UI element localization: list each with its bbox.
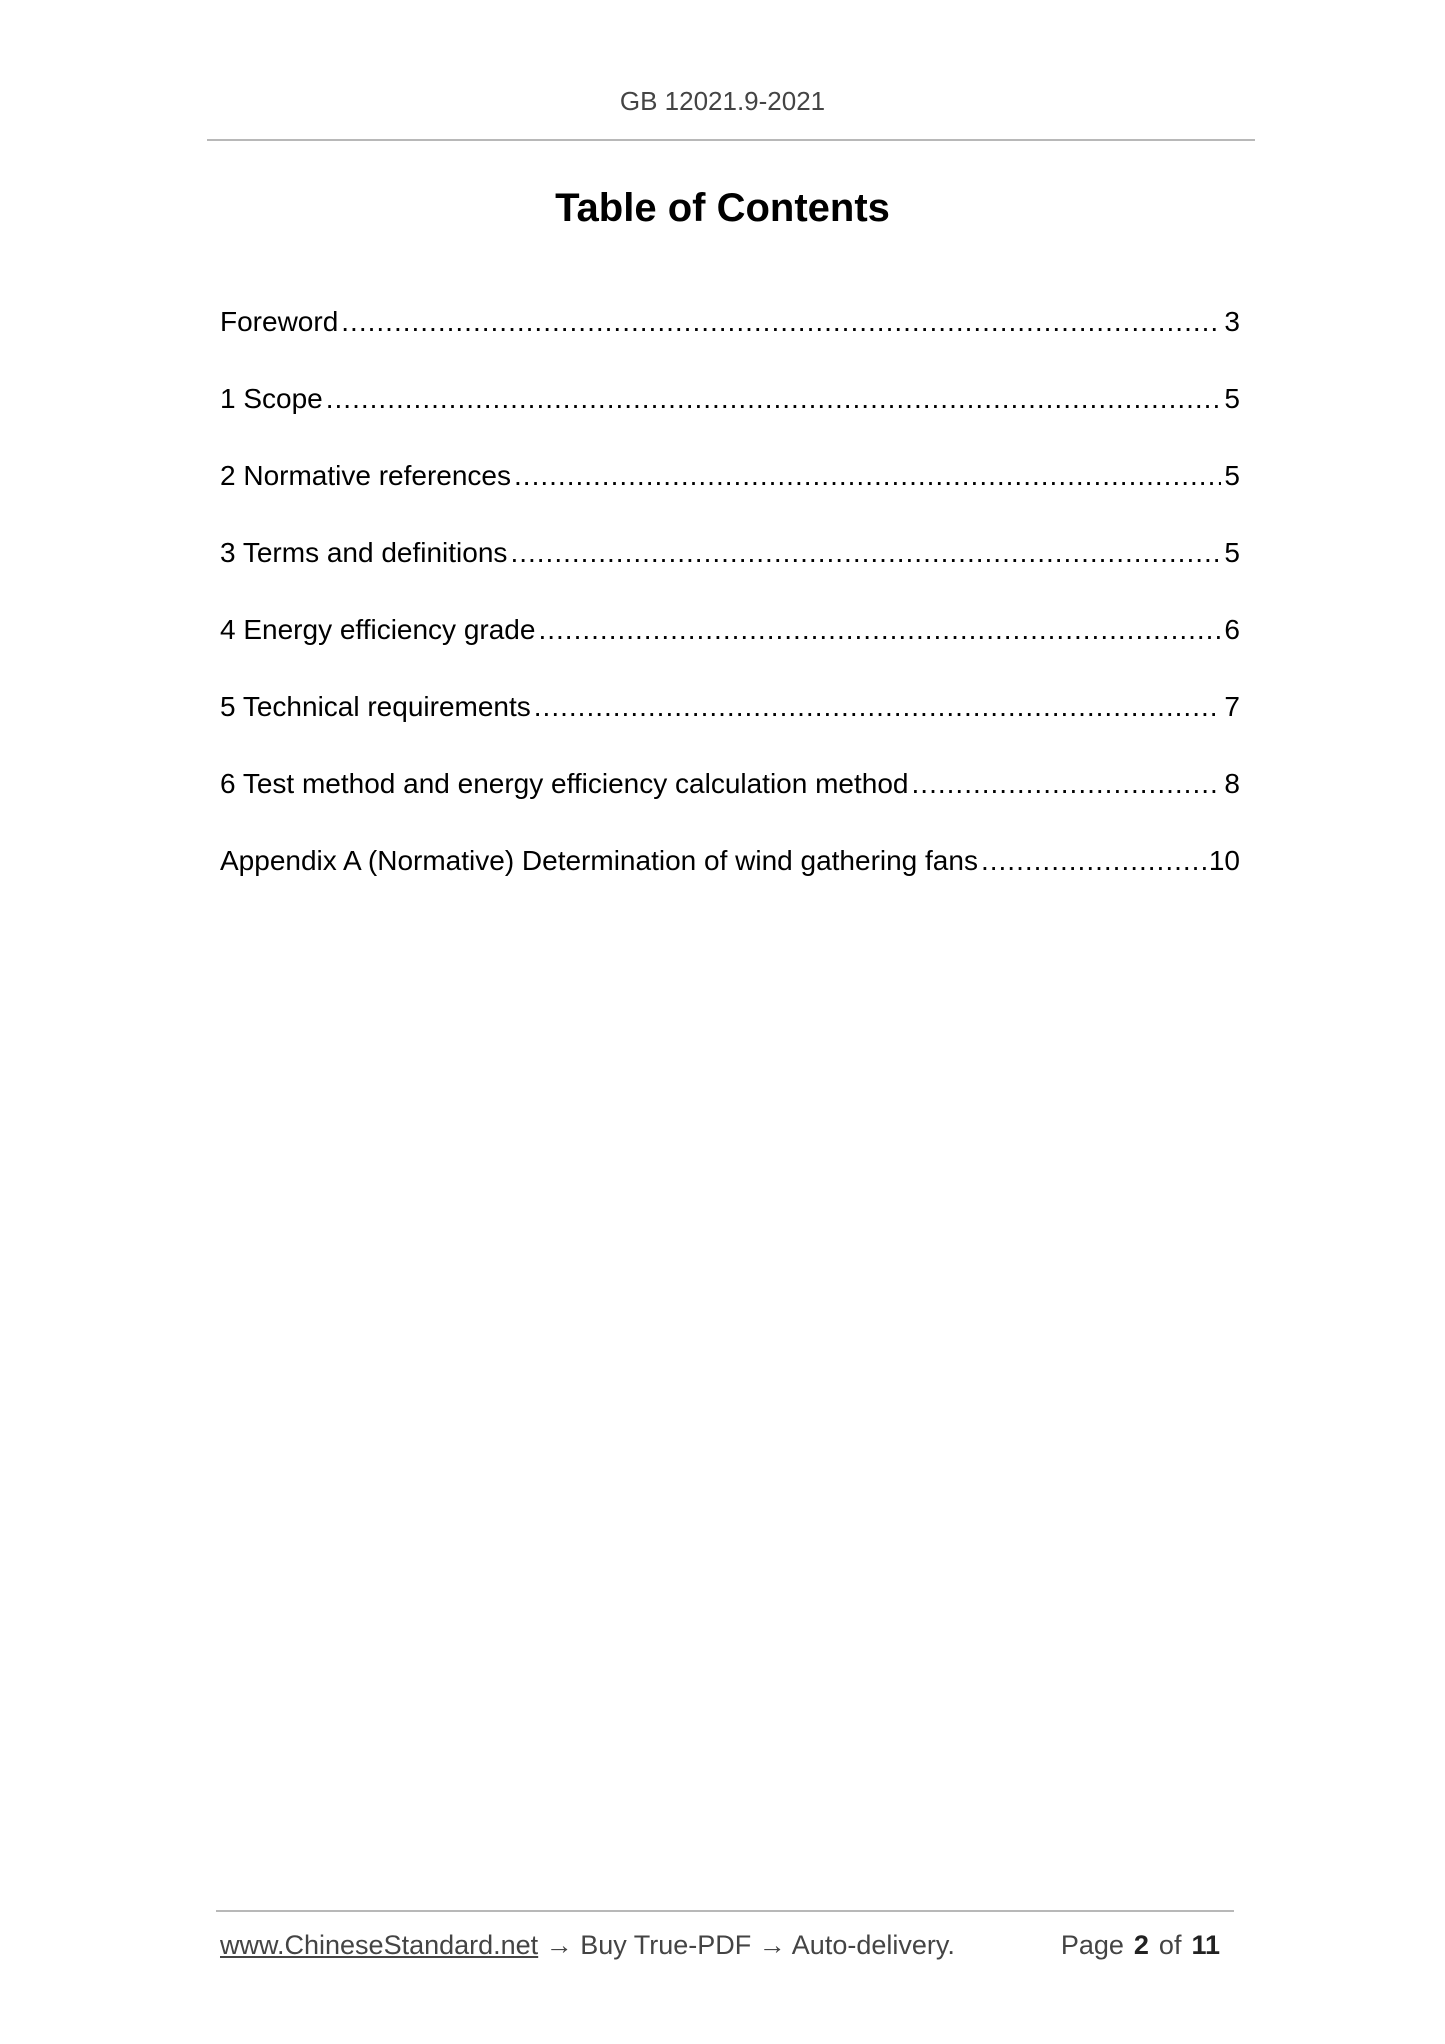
header-divider — [207, 139, 1255, 141]
site-link[interactable]: www.ChineseStandard.net — [220, 1930, 539, 1960]
toc-entry-energy-efficiency-grade[interactable] — [220, 610, 1240, 687]
toc-list — [220, 302, 1240, 918]
toc-entry-appendix-a[interactable] — [220, 841, 1240, 918]
total-page-number: 11 — [1191, 1930, 1220, 1960]
document-code-header: GB 12021.9-2021 — [619, 86, 826, 116]
page-number — [1061, 1930, 1230, 1961]
toc-dot-leader — [538, 610, 1221, 650]
toc-entry-test-method[interactable] — [220, 764, 1240, 841]
toc-entry-label: 5 Technical requirements — [220, 691, 531, 722]
toc-entry-label: 3 Terms and definitions — [220, 537, 508, 568]
toc-entry-page: 5 — [1224, 537, 1240, 568]
toc-entry-foreword[interactable] — [220, 302, 1240, 379]
toc-entry-technical-requirements[interactable] — [220, 687, 1240, 764]
toc-entry-normative-references[interactable] — [220, 456, 1240, 533]
toc-entry-page: 3 — [1224, 306, 1240, 337]
footer-promo — [220, 1930, 955, 1961]
toc-entry-page: 10 — [1208, 845, 1240, 876]
toc-entry-label: 1 Scope — [220, 383, 323, 414]
toc-entry-label: Appendix A (Normative) Determination of wind gathering fans — [220, 845, 978, 876]
toc-entry-page: 5 — [1224, 383, 1240, 414]
auto-delivery-text: Auto-delivery. — [791, 1930, 955, 1960]
toc-entry-page: 8 — [1224, 768, 1240, 799]
toc-dot-leader — [341, 302, 1221, 342]
toc-entry-page: 6 — [1224, 614, 1240, 645]
toc-entry-label: 2 Normative references — [220, 460, 512, 491]
toc-entry-terms-definitions[interactable] — [220, 533, 1240, 610]
of-word: of — [1158, 1930, 1182, 1960]
page-footer — [220, 1930, 1230, 1970]
current-page-number: 2 — [1133, 1930, 1149, 1960]
toc-dot-leader — [981, 841, 1206, 881]
toc-entry-scope[interactable] — [220, 379, 1240, 456]
arrow-right-icon: → — [545, 1930, 573, 1960]
toc-entry-page: 7 — [1224, 691, 1240, 722]
toc-dot-leader — [326, 379, 1222, 419]
toc-dot-leader — [534, 687, 1222, 727]
toc-dot-leader — [510, 533, 1221, 573]
arrow-right-icon: → — [758, 1930, 786, 1960]
buy-true-pdf-text: Buy True-PDF — [580, 1930, 752, 1960]
toc-dot-leader — [514, 456, 1221, 496]
toc-dot-leader — [912, 764, 1222, 804]
toc-entry-label: 6 Test method and energy efficiency calculation method — [220, 768, 909, 799]
footer-divider — [216, 1910, 1234, 1912]
toc-entry-page: 5 — [1224, 460, 1240, 491]
toc-title: Table of Contents — [555, 186, 890, 230]
toc-entry-label: Foreword — [220, 306, 339, 337]
toc-entry-label: 4 Energy efficiency grade — [220, 614, 536, 645]
page-word: Page — [1060, 1930, 1124, 1960]
